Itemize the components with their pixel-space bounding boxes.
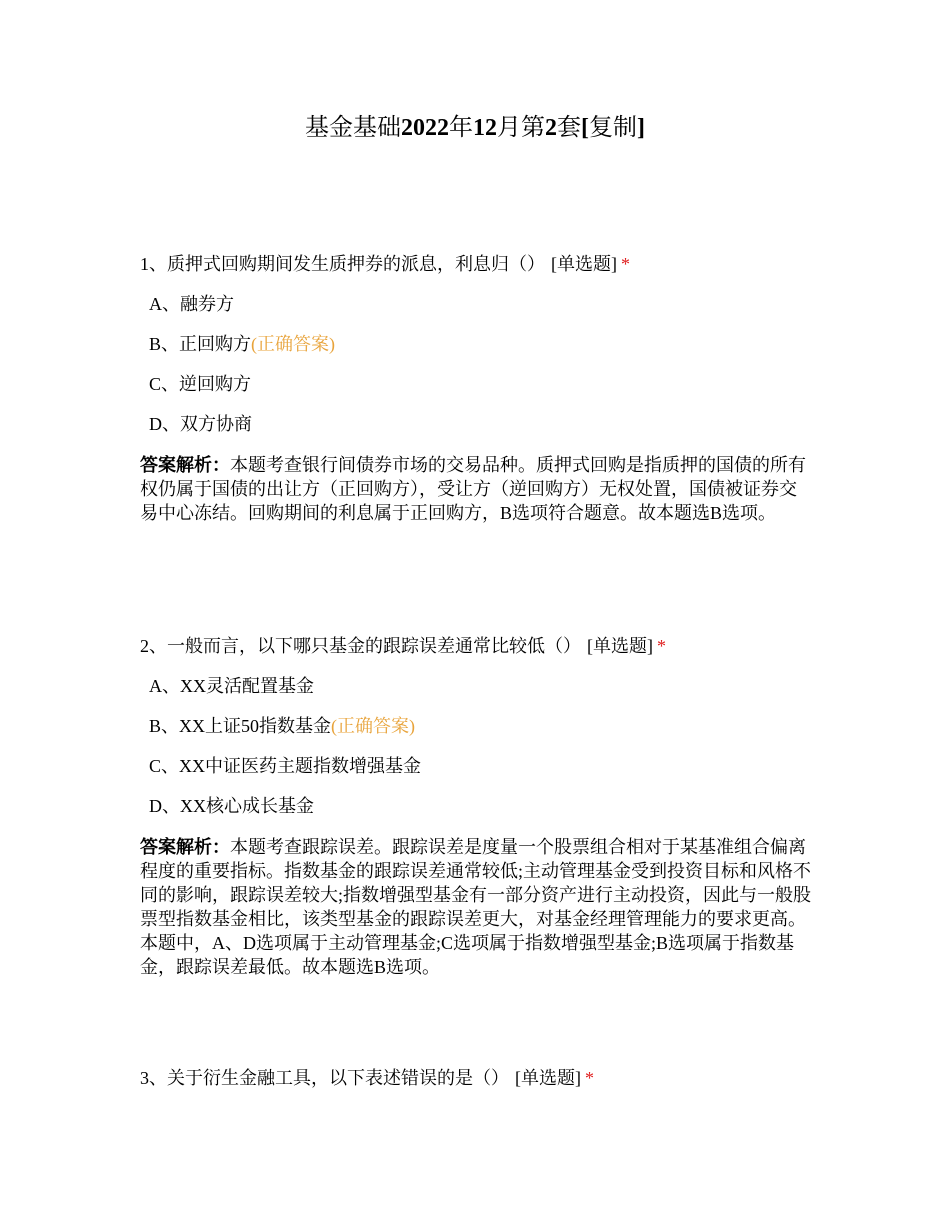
option-text: XX灵活配置基金 — [180, 676, 314, 696]
question-type: [单选题] — [587, 636, 653, 656]
title-bracket-open: [ — [581, 115, 589, 141]
option-list — [140, 673, 820, 833]
option-d — [140, 411, 820, 451]
option-text: 逆回购方 — [179, 374, 252, 394]
question-2 — [140, 633, 820, 979]
option-c — [140, 371, 820, 411]
question-stem — [140, 1065, 820, 1091]
title-month: 12 — [473, 115, 497, 141]
page-title — [0, 112, 950, 144]
answer-analysis — [140, 835, 812, 979]
title-year: 2022 — [401, 115, 449, 141]
required-marker: * — [621, 254, 630, 274]
option-d — [140, 793, 820, 833]
question-text: 关于衍生金融工具，以下表述错误的是（） — [167, 1068, 509, 1088]
question-type: [单选题] — [515, 1068, 581, 1088]
title-copy-label: 复制 — [589, 115, 637, 141]
question-1 — [140, 251, 820, 525]
title-part: 月第 — [497, 115, 545, 141]
answer-analysis — [140, 453, 812, 525]
title-part: 年 — [449, 115, 473, 141]
option-text: XX上证50指数基金 — [179, 716, 332, 736]
option-letter: C、 — [149, 374, 180, 394]
title-part: 基金基础 — [305, 115, 401, 141]
required-marker: * — [585, 1068, 594, 1088]
analysis-label: 答案解析： — [140, 455, 230, 475]
option-letter: B、 — [149, 334, 180, 354]
option-text: 双方协商 — [180, 414, 252, 434]
option-c — [140, 753, 820, 793]
question-type: [单选题] — [551, 254, 617, 274]
title-part: 套 — [557, 115, 581, 141]
title-set-number: 2 — [545, 115, 557, 141]
option-letter: A、 — [149, 676, 180, 696]
option-letter: D、 — [149, 796, 180, 816]
question-stem — [140, 633, 820, 659]
correct-answer-tag: (正确答案) — [251, 334, 336, 354]
correct-answer-tag: (正确答案) — [331, 716, 416, 736]
option-list — [140, 291, 820, 451]
option-text: XX核心成长基金 — [180, 796, 314, 816]
option-b — [140, 331, 820, 371]
question-text: 一般而言，以下哪只基金的跟踪误差通常比较低（） — [167, 636, 581, 656]
option-a — [140, 291, 820, 331]
option-letter: B、 — [149, 716, 180, 736]
question-number: 3、 — [140, 1068, 167, 1088]
question-number: 1、 — [140, 254, 167, 274]
option-letter: A、 — [149, 294, 180, 314]
option-letter: D、 — [149, 414, 180, 434]
analysis-label: 答案解析： — [140, 837, 230, 857]
question-text: 质押式回购期间发生质押券的派息，利息归（） — [167, 254, 545, 274]
required-marker: * — [657, 636, 666, 656]
option-text: XX中证医药主题指数增强基金 — [179, 756, 422, 776]
question-number: 2、 — [140, 636, 167, 656]
question-3 — [140, 1065, 820, 1091]
analysis-text: 本题考查银行间债券市场的交易品种。质押式回购是指质押的国债的所有权仍属于国债的出让方（正回购方），受让方（逆回购方）无权处置，国债被证券交易中心冻结。回购期间的利息属于正回购方，B选项符合题意。故本题选B选项。 — [140, 455, 806, 523]
option-text: 正回购方 — [179, 334, 252, 354]
analysis-text: 本题考查跟踪误差。跟踪误差是度量一个股票组合相对于某基准组合偏离程度的重要指标。指数基金的跟踪误差通常较低;主动管理基金受到投资目标和风格不同的影响，跟踪误差较大;指数增强型基金有一部分资产进行主动投资，因此与一般股票型指数基金相比，该类型基金的跟踪误差更大，对基金经理管理能力的要求更高。本题中，A、D选项属于主动管理基金;C选项属于指数增强型基金;B选项属于指数基金，跟踪误差最低。故本题选B选项。 — [140, 837, 811, 977]
option-a — [140, 673, 820, 713]
option-b — [140, 713, 820, 753]
question-stem — [140, 251, 820, 277]
option-letter: C、 — [149, 756, 180, 776]
title-bracket-close: ] — [637, 115, 645, 141]
option-text: 融券方 — [180, 294, 234, 314]
